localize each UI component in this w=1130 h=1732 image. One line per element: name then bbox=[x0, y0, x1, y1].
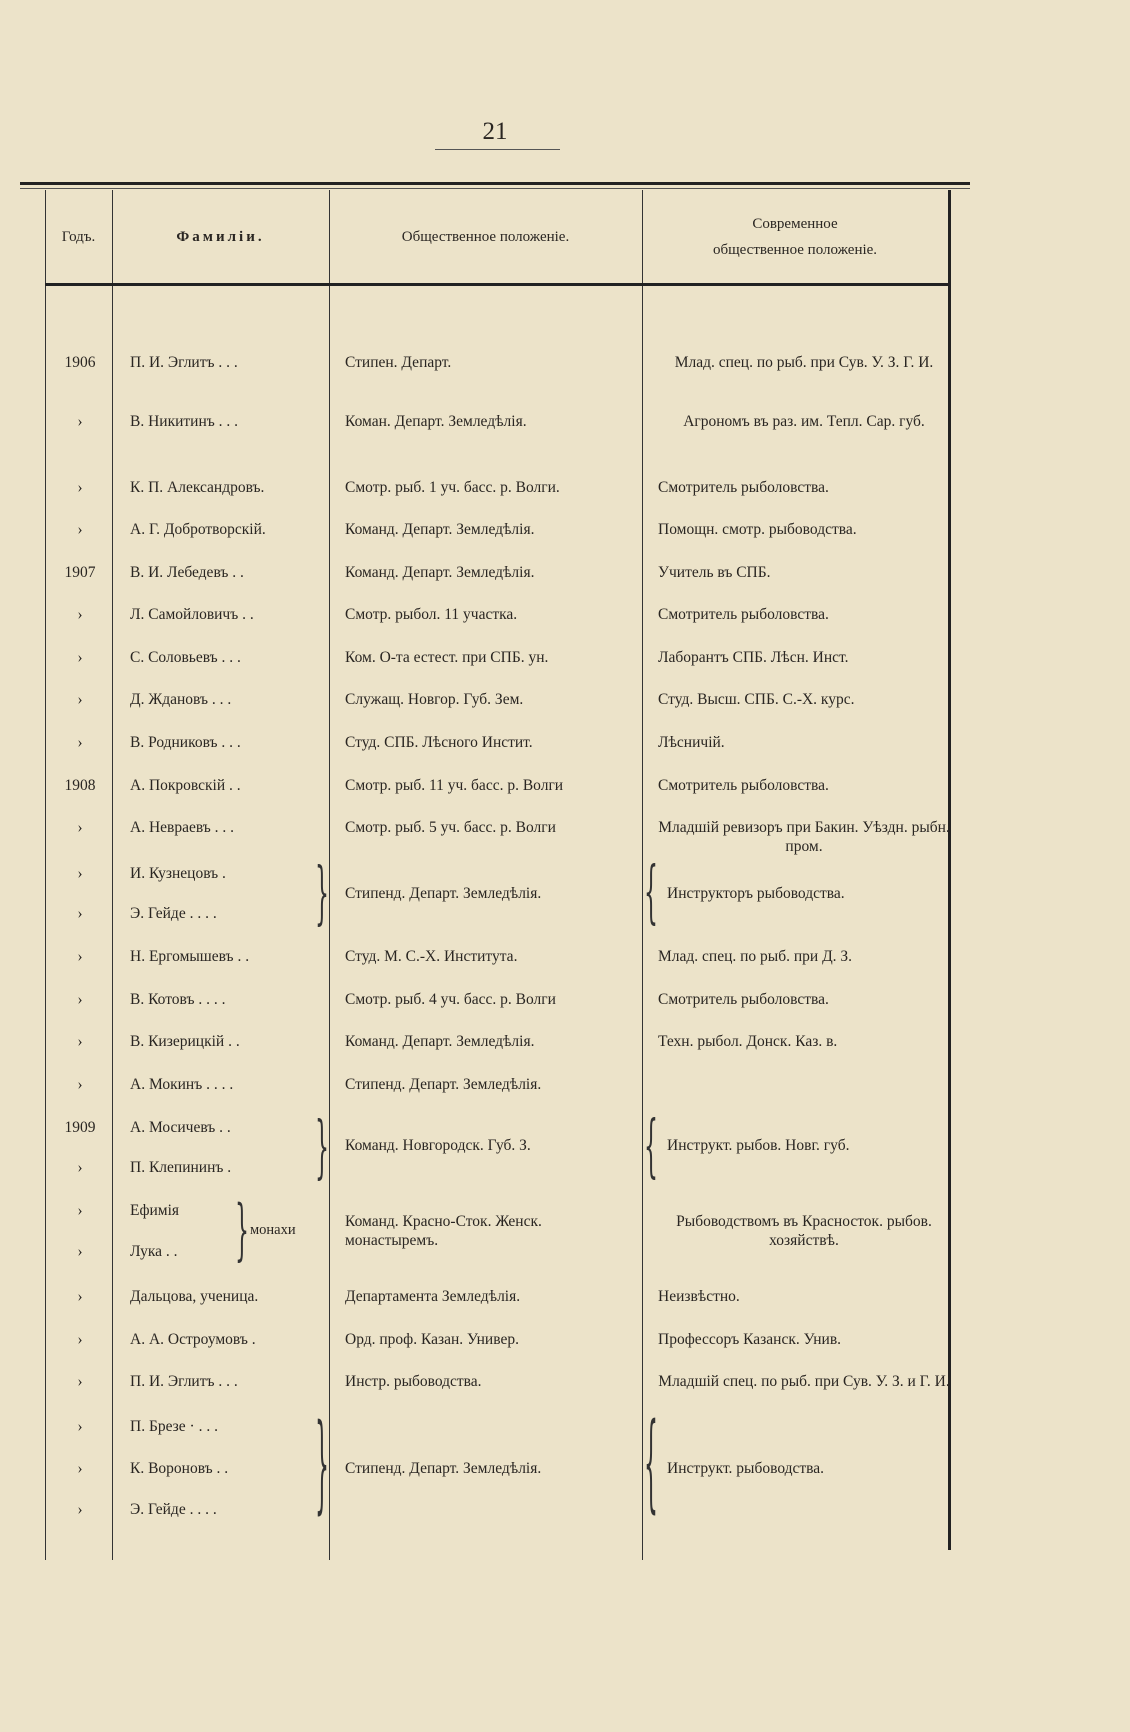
current-position-cell: Помощн. смотр. рыбоводства. bbox=[658, 521, 857, 538]
position-cell: Смотр. рыб. 11 уч. басс. р. Волги bbox=[345, 777, 564, 794]
position-cell: Смотр. рыбол. 11 участка. bbox=[345, 606, 518, 623]
current-position-cell: Смотритель рыболовства. bbox=[658, 606, 829, 623]
position-cell: Смотр. рыб. 5 уч. басс. р. Волги bbox=[345, 819, 556, 836]
name-cell: Л. Самойловичъ . . bbox=[130, 606, 254, 623]
name-cell: Д. Ждановъ . . . bbox=[130, 691, 232, 708]
year-cell: › bbox=[77, 905, 83, 922]
table-top-rule-thin bbox=[20, 188, 970, 189]
name-cell: С. Соловьевъ . . . bbox=[130, 649, 241, 666]
year-cell: › bbox=[77, 1288, 83, 1305]
header-rule bbox=[45, 283, 951, 286]
current-position-cell: Учитель въ СПБ. bbox=[658, 564, 771, 581]
left-brace-bracket: { bbox=[644, 1110, 658, 1188]
header-position: Общественное положеніе. bbox=[401, 228, 570, 245]
position-cell: Служащ. Новгор. Губ. Зем. bbox=[345, 691, 524, 708]
right-brace-bracket: } bbox=[235, 1195, 249, 1270]
right-brace-bracket: } bbox=[315, 1111, 329, 1189]
year-cell: › bbox=[77, 413, 83, 430]
current-position-cell: Техн. рыбол. Донск. Каз. в. bbox=[658, 1033, 838, 1050]
current-position-cell: Младшій ревизоръ при Бакин. Уѣздн. рыбн. пром. bbox=[658, 819, 950, 855]
right-brace-bracket: } bbox=[315, 1408, 329, 1528]
name-cell: П. И. Эглитъ . . . bbox=[130, 1373, 238, 1390]
position-cell: Стипенд. Департ. Земледѣлія. bbox=[345, 1076, 542, 1093]
current-position-cell: Студ. Высш. СПБ. С.-Х. курс. bbox=[658, 691, 855, 708]
current-position-cell: Рыбоводствомъ въ Красносток. рыбов. хозяйствѣ. bbox=[676, 1213, 932, 1249]
year-cell: 1906 bbox=[64, 354, 96, 371]
name-cell: К. Вороновъ . . bbox=[130, 1460, 229, 1477]
year-cell: › bbox=[77, 1243, 83, 1260]
left-brace-bracket: { bbox=[644, 1407, 658, 1527]
name-cell: А. Мосичевъ . . bbox=[130, 1119, 231, 1136]
name-cell: А. А. Остроумовъ . bbox=[130, 1331, 256, 1348]
year-cell: › bbox=[77, 819, 83, 836]
year-cell: › bbox=[77, 1373, 83, 1390]
group-label: монахи bbox=[250, 1222, 296, 1238]
year-cell: › bbox=[77, 734, 83, 751]
name-cell: А. Мокинъ . . . . bbox=[130, 1076, 234, 1093]
header-names: Фамиліи. bbox=[176, 228, 265, 245]
name-cell: В. И. Лебедевъ . . bbox=[130, 564, 244, 581]
current-position-cell: Агрономъ въ раз. им. Тепл. Сар. губ. bbox=[683, 413, 925, 430]
name-cell: А. Невраевъ . . . bbox=[130, 819, 235, 836]
year-cell: › bbox=[77, 1418, 83, 1435]
position-cell: Департамента Земледѣлія. bbox=[345, 1288, 521, 1305]
position-cell: Орд. проф. Казан. Универ. bbox=[345, 1331, 519, 1348]
table-top-rule bbox=[20, 182, 970, 185]
year-cell: › bbox=[77, 649, 83, 666]
name-cell: В. Котовъ . . . . bbox=[130, 991, 226, 1008]
name-cell: П. И. Эглитъ . . . bbox=[130, 354, 238, 371]
position-cell: Стипенд. Департ. Земледѣлія. bbox=[345, 885, 542, 902]
current-position-cell: Лѣсничій. bbox=[658, 734, 725, 751]
name-cell: Э. Гейде . . . . bbox=[130, 905, 217, 922]
year-cell: 1907 bbox=[64, 564, 96, 581]
position-cell: Смотр. рыб. 4 уч. басс. р. Волги bbox=[345, 991, 556, 1008]
name-cell: Э. Гейде . . . . bbox=[130, 1501, 217, 1518]
page-number-rule bbox=[435, 149, 560, 150]
position-cell: Коман. Департ. Земледѣлія. bbox=[345, 413, 527, 430]
year-cell: › bbox=[77, 1159, 83, 1176]
left-brace-bracket: { bbox=[644, 856, 658, 934]
year-cell: › bbox=[77, 479, 83, 496]
year-cell: › bbox=[77, 865, 83, 882]
year-cell: › bbox=[77, 991, 83, 1008]
name-cell: П. Клепининъ . bbox=[130, 1159, 232, 1176]
position-cell: Команд. Департ. Земледѣлія. bbox=[345, 1033, 535, 1050]
year-cell: 1909 bbox=[64, 1119, 96, 1136]
position-cell: Команд. Новгородск. Губ. З. bbox=[345, 1137, 531, 1154]
right-brace-bracket: } bbox=[315, 857, 329, 935]
current-position-cell: Млад. спец. по рыб. при Д. З. bbox=[658, 948, 853, 965]
year-cell: › bbox=[77, 948, 83, 965]
current-position-cell: Профессоръ Казанск. Унив. bbox=[658, 1331, 842, 1348]
year-cell: › bbox=[77, 606, 83, 623]
current-position-cell: Инструкт. рыбов. Новг. губ. bbox=[667, 1137, 850, 1154]
year-cell: › bbox=[77, 1501, 83, 1518]
name-cell: В. Родниковъ . . . bbox=[130, 734, 241, 751]
header-current-position: Современное общественное положеніе. bbox=[712, 215, 878, 258]
name-cell: А. Г. Добротворскій. bbox=[130, 521, 266, 538]
position-cell: Команд. Красно-Сток. Женск. монастыремъ. bbox=[345, 1213, 542, 1249]
current-position-cell: Смотритель рыболовства. bbox=[658, 991, 829, 1008]
current-position-cell: Смотритель рыболовства. bbox=[658, 777, 829, 794]
position-cell: Студ. М. С.-Х. Института. bbox=[345, 948, 518, 965]
position-cell: Стипен. Департ. bbox=[345, 354, 452, 371]
current-position-cell: Младшій спец. по рыб. при Сув. У. З. и Г. И. bbox=[658, 1373, 950, 1390]
header-year: Годъ. bbox=[61, 228, 96, 245]
position-cell: Смотр. рыб. 1 уч. басс. р. Волги. bbox=[345, 479, 560, 496]
name-cell: И. Кузнецовъ . bbox=[130, 865, 226, 882]
position-cell: Команд. Департ. Земледѣлія. bbox=[345, 564, 535, 581]
name-cell: В. Кизерицкій . . bbox=[130, 1033, 240, 1050]
name-cell: В. Никитинъ . . . bbox=[130, 413, 239, 430]
name-cell: А. Покровскій . . bbox=[130, 777, 241, 794]
position-cell: Студ. СПБ. Лѣсного Инстит. bbox=[345, 734, 533, 751]
name-cell: Ефимія bbox=[130, 1202, 180, 1219]
current-position-cell: Млад. спец. по рыб. при Сув. У. З. Г. И. bbox=[674, 354, 934, 371]
name-cell: Дальцова, ученица. bbox=[130, 1288, 259, 1305]
year-cell: › bbox=[77, 1460, 83, 1477]
year-cell: › bbox=[77, 1076, 83, 1093]
year-cell: › bbox=[77, 1202, 83, 1219]
current-position-cell: Инструкторъ рыбоводства. bbox=[667, 885, 845, 902]
page-number: 21 bbox=[482, 118, 508, 145]
name-cell: П. Брезе · . . . bbox=[130, 1418, 218, 1435]
position-cell: Ком. О-та естест. при СПБ. ун. bbox=[345, 649, 549, 666]
year-cell: › bbox=[77, 1033, 83, 1050]
year-cell: › bbox=[77, 691, 83, 708]
position-cell: Команд. Департ. Земледѣлія. bbox=[345, 521, 535, 538]
position-cell: Стипенд. Департ. Земледѣлія. bbox=[345, 1460, 542, 1477]
year-cell: › bbox=[77, 521, 83, 538]
current-position-cell: Лаборантъ СПБ. Лѣсн. Инст. bbox=[658, 649, 849, 666]
year-cell: 1908 bbox=[64, 777, 96, 794]
name-cell: Н. Ергомышевъ . . bbox=[130, 948, 250, 965]
current-position-cell: Инструкт. рыбоводства. bbox=[667, 1460, 825, 1477]
name-cell: Лука . . bbox=[130, 1243, 178, 1260]
position-cell: Инстр. рыбоводства. bbox=[345, 1373, 482, 1390]
column-divider bbox=[642, 190, 643, 1560]
current-position-cell: Смотритель рыболовства. bbox=[658, 479, 829, 496]
current-position-cell: Неизвѣстно. bbox=[658, 1288, 740, 1305]
year-cell: › bbox=[77, 1331, 83, 1348]
name-cell: К. П. Александровъ. bbox=[130, 479, 265, 496]
table bbox=[45, 190, 951, 1560]
